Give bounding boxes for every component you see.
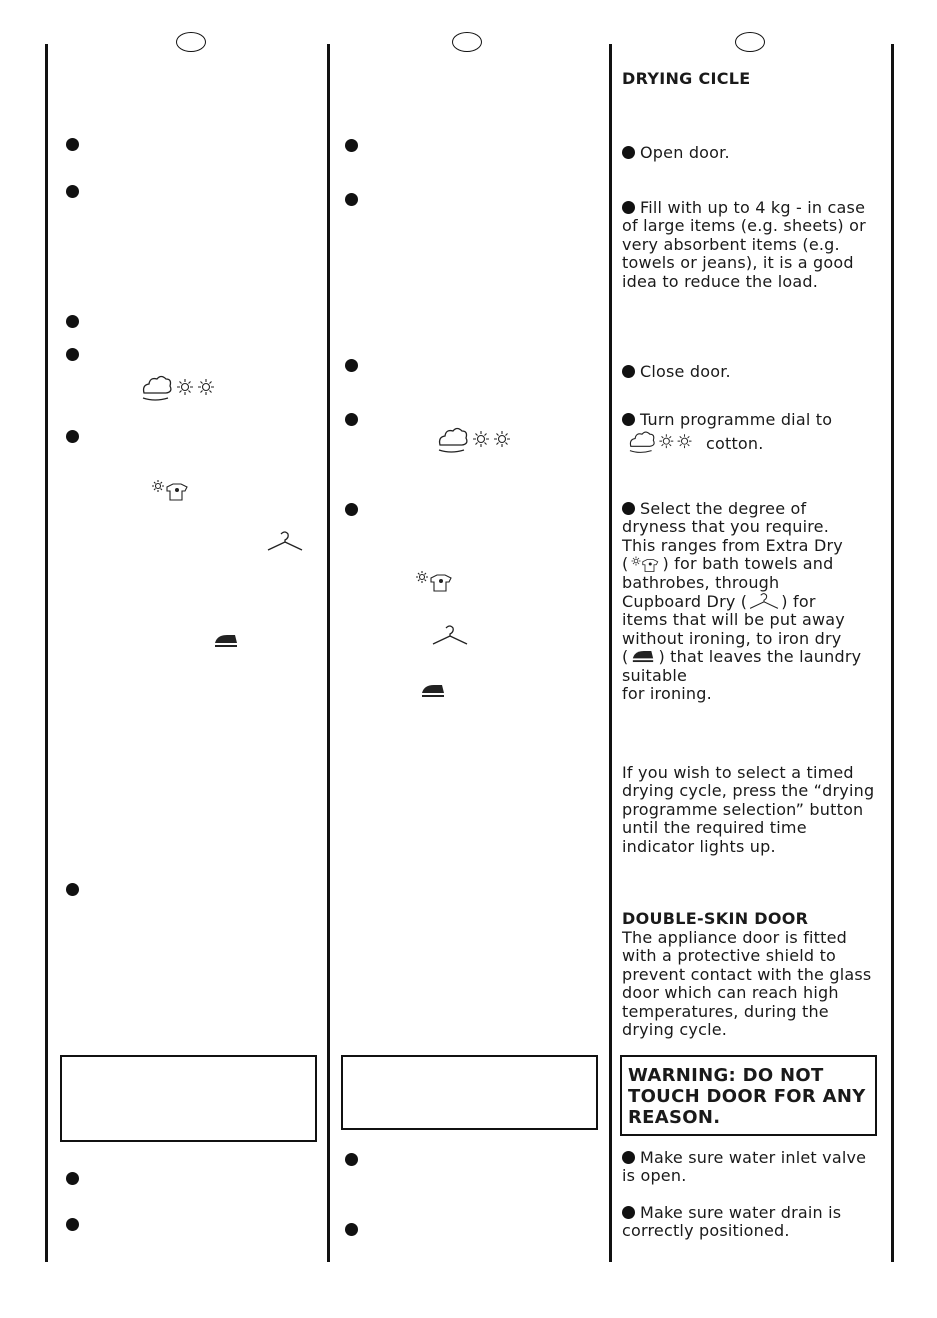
- bullet: [66, 883, 79, 896]
- timed-drying-note: If you wish to select a timed drying cycle, press the “drying programme selection” button until the required time indicator lights up.: [622, 763, 875, 856]
- shirt-sun-icon: [628, 555, 662, 573]
- warning-box: [620, 1055, 877, 1136]
- bullet: [622, 1151, 635, 1164]
- bullet: [66, 138, 79, 151]
- bullet: [66, 348, 79, 361]
- column-divider-right: [891, 44, 894, 1262]
- iron-icon: [631, 649, 655, 664]
- bullet: [345, 193, 358, 206]
- hanger-icon: [747, 592, 781, 610]
- bullet: [345, 1153, 358, 1166]
- instruction-water-inlet: Make sure water inlet valve is open.: [622, 1148, 867, 1186]
- bullet: [622, 365, 635, 378]
- cloud-sun-sun-icon: [622, 429, 702, 455]
- bullet: [622, 1206, 635, 1219]
- warning-text: WARNING: DO NOT TOUCH DOOR FOR ANY REASON.: [628, 1065, 866, 1128]
- bullet: [345, 413, 358, 426]
- bullet: [622, 146, 635, 159]
- column-divider-middle-right: [609, 44, 612, 1262]
- double-skin-body: The appliance door is fitted with a protective shield to prevent contact with the glass door which can reach high temperatures, during the drying cycle.: [622, 928, 872, 1040]
- language-oval-2: [452, 32, 482, 52]
- bullet: [345, 139, 358, 152]
- bullet: [622, 413, 635, 426]
- instruction-turn-dial: Turn programme dial to cotton.: [622, 411, 884, 455]
- iron-icon: [213, 633, 239, 649]
- instruction-open-door: Open door.: [622, 144, 884, 162]
- bullet: [66, 1172, 79, 1185]
- bullet: [345, 359, 358, 372]
- warning-box-empty: [60, 1055, 317, 1142]
- instruction-water-drain: Make sure water drain is correctly positioned.: [622, 1203, 842, 1241]
- language-oval-1: [176, 32, 206, 52]
- shirt-sun-icon: [414, 569, 454, 593]
- bullet: [622, 502, 635, 515]
- bullet: [345, 1223, 358, 1236]
- cloud-sun-sun-icon: [140, 373, 220, 403]
- column-divider-left: [45, 44, 48, 1262]
- instruction-close-door: Close door.: [622, 363, 884, 381]
- shirt-sun-icon: [150, 478, 190, 502]
- bullet: [66, 315, 79, 328]
- bullet: [345, 503, 358, 516]
- warning-box-empty: [341, 1055, 598, 1130]
- bullet: [66, 185, 79, 198]
- section-title: DRYING CICLE: [622, 69, 751, 88]
- bullet: [622, 201, 635, 214]
- language-oval-3: [735, 32, 765, 52]
- column-divider-middle-left: [327, 44, 330, 1262]
- bullet: [66, 1218, 79, 1231]
- hanger-icon: [265, 530, 305, 552]
- bullet: [66, 430, 79, 443]
- double-skin-title: DOUBLE-SKIN DOOR: [622, 909, 809, 928]
- instruction-select-dryness: Select the degree of dryness that you require. This ranges from Extra Dry ( ) for bath towels and bathrobes, through Cupboard Dry ( ) for items that will be put away without ironing, to iron dry ( ) that leaves the laundry suitable for ironing.: [622, 499, 862, 704]
- cloud-sun-sun-icon: [436, 425, 516, 455]
- instruction-fill: Fill with up to 4 kg - in case of large items (e.g. sheets) or very absorbent items (e.g. towels or jeans), it is a good idea to reduce the load.: [622, 198, 866, 291]
- iron-icon: [420, 683, 446, 699]
- hanger-icon: [430, 624, 470, 646]
